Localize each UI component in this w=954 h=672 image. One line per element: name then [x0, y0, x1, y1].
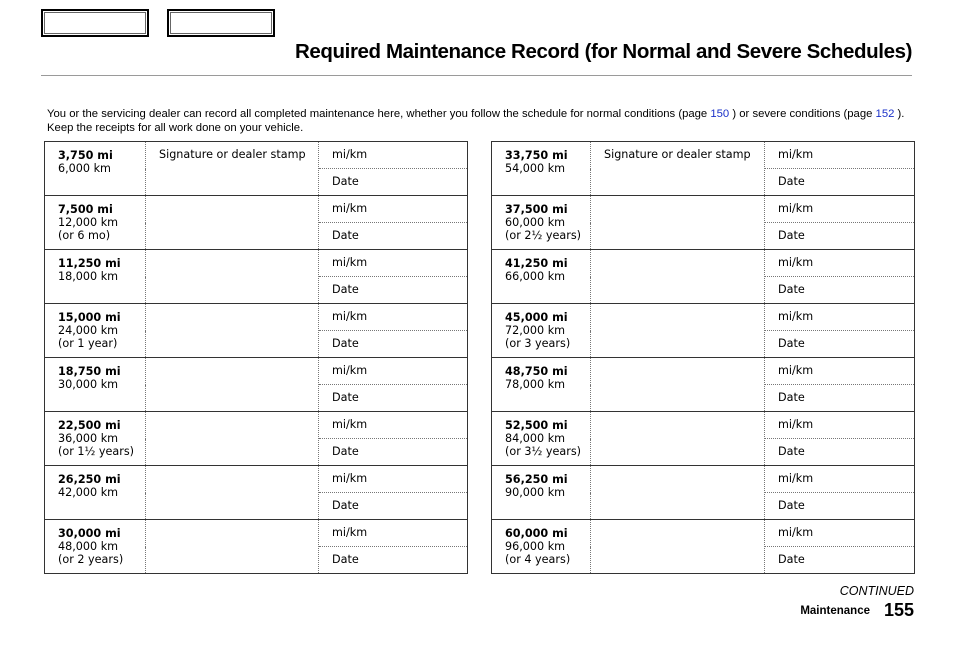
- date-entry-cell[interactable]: [319, 223, 468, 250]
- interval-miles: 26,250 mi: [58, 473, 121, 486]
- date-entry-cell[interactable]: [765, 493, 915, 520]
- date-label: Date: [332, 175, 359, 188]
- mileage-entry-cell[interactable]: [765, 250, 915, 277]
- mileage-entry-cell[interactable]: [765, 520, 915, 547]
- intro-paragraph: [47, 108, 907, 135]
- interval-cell: [45, 466, 146, 520]
- mileage-entry-cell[interactable]: [319, 466, 468, 493]
- date-label: Date: [332, 445, 359, 458]
- signature-cell[interactable]: [591, 520, 765, 574]
- mileage-entry-cell[interactable]: [319, 196, 468, 223]
- mileage-label: mi/km: [332, 310, 368, 323]
- interval-miles: 48,750 mi: [505, 365, 568, 378]
- mileage-label: mi/km: [332, 148, 368, 161]
- date-label: Date: [778, 553, 805, 566]
- interval-km: 78,000 km: [505, 378, 566, 391]
- interval-time: (or 3 years): [505, 337, 571, 350]
- footer-section-name: Maintenance: [800, 605, 870, 617]
- interval-cell: [492, 412, 591, 466]
- interval-km: 42,000 km: [58, 486, 119, 499]
- table-row: [492, 466, 915, 493]
- interval-km: 36,000 km: [58, 432, 119, 445]
- interval-time: (or 1½ years): [58, 445, 135, 458]
- interval-time: (or 6 mo): [58, 229, 111, 242]
- interval-km: 30,000 km: [58, 378, 119, 391]
- signature-cell[interactable]: [591, 466, 765, 520]
- interval-miles: 7,500 mi: [58, 203, 113, 216]
- previous-page-button[interactable]: [41, 9, 149, 37]
- maintenance-record-table-left: [44, 141, 468, 574]
- interval-miles: 18,750 mi: [58, 365, 121, 378]
- link-page-severe-schedule[interactable]: 152: [875, 108, 895, 120]
- interval-cell: [492, 358, 591, 412]
- intro-text-after: ). Keep the receipts for all work done on your vehicle.: [47, 108, 905, 134]
- table-row: [45, 466, 468, 493]
- date-entry-cell[interactable]: [319, 439, 468, 466]
- date-entry-cell[interactable]: [765, 439, 915, 466]
- mileage-label: mi/km: [332, 364, 368, 377]
- mileage-entry-cell[interactable]: [319, 304, 468, 331]
- signature-cell[interactable]: [591, 250, 765, 304]
- mileage-label: mi/km: [778, 256, 814, 269]
- interval-time: (or 3½ years): [505, 445, 582, 458]
- date-entry-cell[interactable]: [765, 277, 915, 304]
- mileage-entry-cell[interactable]: [765, 466, 915, 493]
- intro-text-middle: ) or severe conditions (page: [729, 108, 876, 120]
- interval-miles: 37,500 mi: [505, 203, 568, 216]
- date-entry-cell[interactable]: [765, 385, 915, 412]
- mileage-label: mi/km: [778, 148, 814, 161]
- interval-miles: 60,000 mi: [505, 527, 568, 540]
- interval-cell: [492, 520, 591, 574]
- signature-header: Signature or dealer stamp: [159, 148, 306, 161]
- signature-cell[interactable]: [591, 196, 765, 250]
- table-row: [45, 304, 468, 331]
- date-label: Date: [778, 337, 805, 350]
- date-entry-cell[interactable]: [765, 547, 915, 574]
- continued-label: CONTINUED: [839, 584, 914, 598]
- mileage-label: mi/km: [778, 364, 814, 377]
- date-label: Date: [778, 391, 805, 404]
- date-label: Date: [332, 499, 359, 512]
- next-page-button[interactable]: [167, 9, 275, 37]
- table-row: [45, 196, 468, 223]
- interval-cell: [45, 304, 146, 358]
- mileage-label: mi/km: [778, 418, 814, 431]
- table-row: [492, 412, 915, 439]
- mileage-entry-cell[interactable]: [765, 304, 915, 331]
- interval-cell: [45, 196, 146, 250]
- interval-miles: 33,750 mi: [505, 149, 568, 162]
- mileage-label: mi/km: [332, 472, 368, 485]
- table-row: [45, 520, 468, 547]
- mileage-entry-cell[interactable]: [319, 520, 468, 547]
- mileage-entry-cell[interactable]: [765, 142, 915, 169]
- date-label: Date: [778, 175, 805, 188]
- interval-km: 48,000 km: [58, 540, 119, 553]
- date-label: Date: [332, 337, 359, 350]
- interval-km: 84,000 km: [505, 432, 566, 445]
- mileage-label: mi/km: [778, 202, 814, 215]
- date-entry-cell[interactable]: [319, 277, 468, 304]
- interval-km: 66,000 km: [505, 270, 566, 283]
- interval-cell: [45, 358, 146, 412]
- interval-km: 12,000 km: [58, 216, 119, 229]
- date-label: Date: [778, 229, 805, 242]
- interval-cell: [45, 520, 146, 574]
- signature-cell[interactable]: [591, 304, 765, 358]
- footer-page-number: 155: [883, 600, 914, 620]
- mileage-entry-cell[interactable]: [319, 142, 468, 169]
- date-entry-cell[interactable]: [765, 331, 915, 358]
- date-entry-cell[interactable]: [319, 547, 468, 574]
- signature-cell[interactable]: [146, 520, 319, 574]
- interval-miles: 56,250 mi: [505, 473, 568, 486]
- date-entry-cell[interactable]: [765, 169, 915, 196]
- interval-time: (or 2½ years): [505, 229, 582, 242]
- date-entry-cell[interactable]: [319, 385, 468, 412]
- interval-cell: [45, 142, 146, 196]
- interval-cell: [492, 250, 591, 304]
- interval-miles: 22,500 mi: [58, 419, 121, 432]
- date-label: Date: [332, 391, 359, 404]
- signature-cell[interactable]: [146, 142, 319, 196]
- interval-miles: 15,000 mi: [58, 311, 121, 324]
- date-label: Date: [332, 229, 359, 242]
- intro-text-before: You or the servicing dealer can record all completed maintenance here, whether you follow the schedule for normal conditions (page: [47, 108, 711, 120]
- page-title: Required Maintenance Record (for Normal and Severe Schedules): [295, 40, 912, 63]
- date-entry-cell[interactable]: [319, 331, 468, 358]
- interval-cell: [492, 304, 591, 358]
- table-row: [45, 358, 468, 385]
- interval-miles: 52,500 mi: [505, 419, 568, 432]
- table-row: [492, 250, 915, 277]
- table-row: [492, 196, 915, 223]
- table-row: [492, 142, 915, 169]
- signature-cell[interactable]: [146, 250, 319, 304]
- title-divider: [41, 75, 912, 76]
- mileage-entry-cell[interactable]: [765, 196, 915, 223]
- interval-miles: 30,000 mi: [58, 527, 121, 540]
- interval-km: 60,000 km: [505, 216, 566, 229]
- signature-cell[interactable]: [591, 142, 765, 196]
- mileage-label: mi/km: [332, 526, 368, 539]
- interval-time: (or 2 years): [58, 553, 124, 566]
- interval-time: (or 1 year): [58, 337, 118, 350]
- signature-cell[interactable]: [146, 358, 319, 412]
- date-entry-cell[interactable]: [319, 493, 468, 520]
- signature-header: Signature or dealer stamp: [604, 148, 751, 161]
- mileage-label: mi/km: [332, 202, 368, 215]
- date-label: Date: [332, 553, 359, 566]
- interval-km: 96,000 km: [505, 540, 566, 553]
- interval-cell: [492, 466, 591, 520]
- interval-miles: 45,000 mi: [505, 311, 568, 324]
- interval-km: 72,000 km: [505, 324, 566, 337]
- interval-km: 18,000 km: [58, 270, 119, 283]
- mileage-label: mi/km: [778, 310, 814, 323]
- date-label: Date: [778, 499, 805, 512]
- table-row: [492, 520, 915, 547]
- interval-km: 54,000 km: [505, 162, 566, 175]
- signature-cell[interactable]: [146, 466, 319, 520]
- date-label: Date: [332, 283, 359, 296]
- signature-cell[interactable]: [146, 196, 319, 250]
- interval-miles: 3,750 mi: [58, 149, 113, 162]
- mileage-label: mi/km: [778, 472, 814, 485]
- interval-cell: [45, 250, 146, 304]
- maintenance-record-table-right: [491, 141, 915, 574]
- mileage-label: mi/km: [778, 526, 814, 539]
- mileage-entry-cell[interactable]: [765, 358, 915, 385]
- signature-cell[interactable]: [591, 412, 765, 466]
- mileage-label: mi/km: [332, 256, 368, 269]
- table-row: [45, 412, 468, 439]
- interval-cell: [492, 142, 591, 196]
- interval-km: 90,000 km: [505, 486, 566, 499]
- interval-km: 24,000 km: [58, 324, 119, 337]
- table-row: [45, 250, 468, 277]
- table-row: [45, 142, 468, 169]
- signature-cell[interactable]: [146, 412, 319, 466]
- interval-km: 6,000 km: [58, 162, 111, 175]
- date-entry-cell[interactable]: [765, 223, 915, 250]
- interval-time: (or 4 years): [505, 553, 571, 566]
- signature-cell[interactable]: [146, 304, 319, 358]
- interval-cell: [492, 196, 591, 250]
- signature-cell[interactable]: [591, 358, 765, 412]
- mileage-entry-cell[interactable]: [319, 250, 468, 277]
- date-entry-cell[interactable]: [319, 169, 468, 196]
- interval-miles: 41,250 mi: [505, 257, 568, 270]
- link-page-normal-schedule[interactable]: 150: [710, 108, 730, 120]
- table-row: [492, 304, 915, 331]
- mileage-entry-cell[interactable]: [319, 412, 468, 439]
- table-row: [492, 358, 915, 385]
- interval-miles: 11,250 mi: [58, 257, 121, 270]
- date-label: Date: [778, 283, 805, 296]
- mileage-entry-cell[interactable]: [319, 358, 468, 385]
- mileage-label: mi/km: [332, 418, 368, 431]
- date-label: Date: [778, 445, 805, 458]
- interval-cell: [45, 412, 146, 466]
- mileage-entry-cell[interactable]: [765, 412, 915, 439]
